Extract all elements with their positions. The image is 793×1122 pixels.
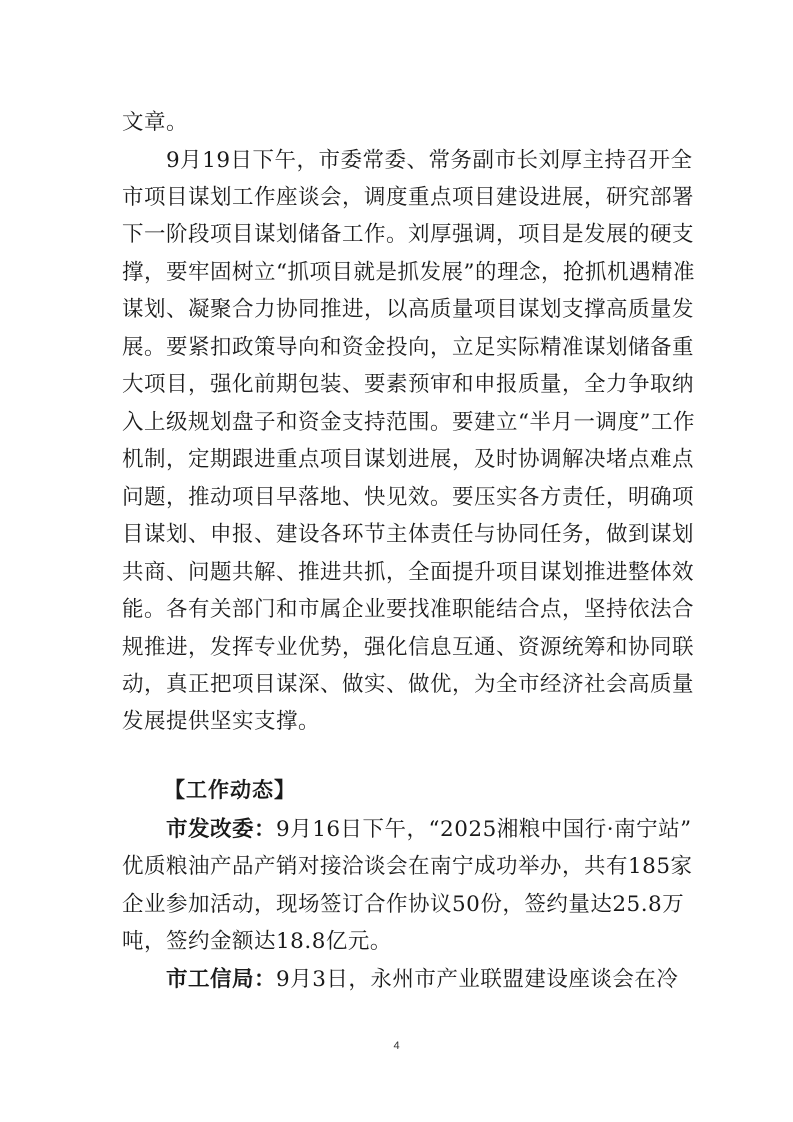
paragraph-line: 能。各有关部门和市属企业要找准职能结合点，坚持依法合 <box>122 597 695 622</box>
paragraph-line: 展。要紧扣政策导向和资金投向，立足实际精准谋划储备重 <box>122 335 695 360</box>
paragraph-line: 共商、问题共解、推进共抓，全面提升项目谋划推进整体效 <box>122 560 695 585</box>
paragraph-line: 优质粮油产品产销对接洽谈会在南宁成功举办，共有185家 <box>122 854 693 879</box>
page-number: 4 <box>393 1040 400 1052</box>
paragraph-line: 动，真正把项目谋深、做实、做优，为全市经济社会高质量 <box>122 672 695 697</box>
dynamics-item-first-line <box>166 815 692 845</box>
paragraph-line: 市项目谋划工作座谈会，调度重点项目建设进展，研究部署 <box>122 185 695 210</box>
dynamics-item-first-line <box>166 965 678 995</box>
dynamics-item-text: 9月3日，永州市产业联盟建设座谈会在冷 <box>276 967 679 992</box>
paragraph-line: 吨，签约金额达18.8亿元。 <box>122 929 392 954</box>
dynamics-item-lead: 市工信局： <box>166 967 277 992</box>
paragraph-line: 问题，推动项目早落地、快见效。要压实各方责任，明确项 <box>122 485 695 510</box>
paragraph-line: 入上级规划盘子和资金支持范围。要建立“半月一调度”工作 <box>122 410 695 435</box>
paragraph-line: 大项目，强化前期包装、要素预审和申报质量，全力争取纳 <box>122 372 695 397</box>
paragraph-line: 规推进，发挥专业优势，强化信息互通、资源统筹和协同联 <box>122 635 695 660</box>
dynamics-item-text: 9月16日下午，“2025湘粮中国行·南宁站” <box>276 817 692 842</box>
paragraph-line: 9月19日下午，市委常委、常务副市长刘厚主持召开全 <box>166 148 693 173</box>
paragraph-line: 发展提供坚实支撑。 <box>122 709 321 734</box>
paragraph-line: 谋划、凝聚合力协同推进，以高质量项目谋划支撑高质量发 <box>122 297 695 322</box>
paragraph-line: 撑，要牢固树立“抓项目就是抓发展”的理念，抢抓机遇精准 <box>122 260 695 285</box>
dynamics-item-lead: 市发改委： <box>166 817 277 842</box>
paragraph-line: 目谋划、申报、建设各环节主体责任与协同任务，做到谋划 <box>122 522 695 547</box>
paragraph-line: 机制，定期跟进重点项目谋划进展，及时协调解决堵点难点 <box>122 447 695 472</box>
section-heading: 【工作动态】 <box>164 778 296 802</box>
paragraph-line: 企业参加活动，现场签订合作协议50份，签约量达25.8万 <box>122 892 685 917</box>
paragraph-line: 下一阶段项目谋划储备工作。刘厚强调，项目是发展的硬支 <box>122 222 695 247</box>
paragraph-line: 文章。 <box>122 110 189 135</box>
